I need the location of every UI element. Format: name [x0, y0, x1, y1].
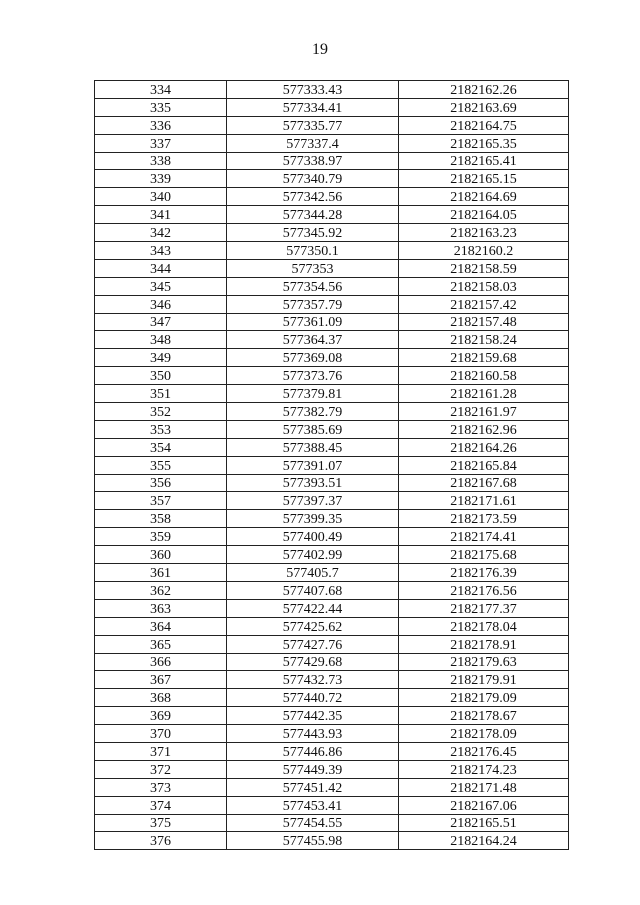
table-row	[95, 152, 569, 170]
y-coordinate-cell: 2182161.28	[399, 385, 569, 403]
point-number-cell: 343	[95, 242, 227, 260]
y-coordinate-cell: 2182161.97	[399, 403, 569, 421]
table-row	[95, 81, 569, 99]
x-coordinate-cell: 577333.43	[227, 81, 399, 99]
point-number-cell: 358	[95, 510, 227, 528]
y-coordinate-cell: 2182176.39	[399, 564, 569, 582]
table-row	[95, 420, 569, 438]
x-coordinate-cell: 577357.79	[227, 295, 399, 313]
table-row	[95, 134, 569, 152]
table-row	[95, 707, 569, 725]
point-number-cell: 338	[95, 152, 227, 170]
point-number-cell: 368	[95, 689, 227, 707]
table-row	[95, 564, 569, 582]
coordinates-table	[94, 80, 569, 850]
x-coordinate-cell: 577405.7	[227, 564, 399, 582]
y-coordinate-cell: 2182165.84	[399, 456, 569, 474]
table-row	[95, 403, 569, 421]
x-coordinate-cell: 577451.42	[227, 778, 399, 796]
table-row	[95, 170, 569, 188]
table-row	[95, 581, 569, 599]
y-coordinate-cell: 2182165.41	[399, 152, 569, 170]
table-row	[95, 617, 569, 635]
table-row	[95, 599, 569, 617]
point-number-cell: 350	[95, 367, 227, 385]
y-coordinate-cell: 2182158.59	[399, 259, 569, 277]
x-coordinate-cell: 577382.79	[227, 403, 399, 421]
point-number-cell: 374	[95, 796, 227, 814]
x-coordinate-cell: 577334.41	[227, 98, 399, 116]
x-coordinate-cell: 577427.76	[227, 635, 399, 653]
point-number-cell: 344	[95, 259, 227, 277]
x-coordinate-cell: 577379.81	[227, 385, 399, 403]
y-coordinate-cell: 2182176.56	[399, 581, 569, 599]
y-coordinate-cell: 2182164.69	[399, 188, 569, 206]
point-number-cell: 351	[95, 385, 227, 403]
y-coordinate-cell: 2182179.09	[399, 689, 569, 707]
table-row	[95, 295, 569, 313]
y-coordinate-cell: 2182167.68	[399, 474, 569, 492]
y-coordinate-cell: 2182159.68	[399, 349, 569, 367]
point-number-cell: 336	[95, 116, 227, 134]
x-coordinate-cell: 577335.77	[227, 116, 399, 134]
x-coordinate-cell: 577453.41	[227, 796, 399, 814]
table-row	[95, 277, 569, 295]
x-coordinate-cell: 577397.37	[227, 492, 399, 510]
y-coordinate-cell: 2182160.58	[399, 367, 569, 385]
x-coordinate-cell: 577422.44	[227, 599, 399, 617]
point-number-cell: 373	[95, 778, 227, 796]
x-coordinate-cell: 577425.62	[227, 617, 399, 635]
table-row	[95, 796, 569, 814]
x-coordinate-cell: 577388.45	[227, 438, 399, 456]
y-coordinate-cell: 2182164.05	[399, 206, 569, 224]
point-number-cell: 363	[95, 599, 227, 617]
table-row	[95, 689, 569, 707]
table-row	[95, 349, 569, 367]
y-coordinate-cell: 2182171.61	[399, 492, 569, 510]
table-row	[95, 474, 569, 492]
x-coordinate-cell: 577337.4	[227, 134, 399, 152]
y-coordinate-cell: 2182157.48	[399, 313, 569, 331]
table-row	[95, 742, 569, 760]
y-coordinate-cell: 2182165.35	[399, 134, 569, 152]
table-row	[95, 385, 569, 403]
x-coordinate-cell: 577454.55	[227, 814, 399, 832]
x-coordinate-cell: 577442.35	[227, 707, 399, 725]
table-row	[95, 778, 569, 796]
y-coordinate-cell: 2182178.67	[399, 707, 569, 725]
x-coordinate-cell: 577353	[227, 259, 399, 277]
point-number-cell: 352	[95, 403, 227, 421]
y-coordinate-cell: 2182158.24	[399, 331, 569, 349]
point-number-cell: 347	[95, 313, 227, 331]
x-coordinate-cell: 577350.1	[227, 242, 399, 260]
table-row	[95, 367, 569, 385]
y-coordinate-cell: 2182163.69	[399, 98, 569, 116]
y-coordinate-cell: 2182178.91	[399, 635, 569, 653]
point-number-cell: 376	[95, 832, 227, 850]
y-coordinate-cell: 2182162.96	[399, 420, 569, 438]
x-coordinate-cell: 577385.69	[227, 420, 399, 438]
x-coordinate-cell: 577361.09	[227, 313, 399, 331]
y-coordinate-cell: 2182158.03	[399, 277, 569, 295]
x-coordinate-cell: 577393.51	[227, 474, 399, 492]
table-row	[95, 725, 569, 743]
table-row	[95, 188, 569, 206]
x-coordinate-cell: 577455.98	[227, 832, 399, 850]
table-row	[95, 98, 569, 116]
table-row	[95, 206, 569, 224]
x-coordinate-cell: 577345.92	[227, 224, 399, 242]
table-row	[95, 492, 569, 510]
table-row	[95, 510, 569, 528]
table-row	[95, 814, 569, 832]
x-coordinate-cell: 577369.08	[227, 349, 399, 367]
point-number-cell: 355	[95, 456, 227, 474]
x-coordinate-cell: 577342.56	[227, 188, 399, 206]
point-number-cell: 337	[95, 134, 227, 152]
point-number-cell: 339	[95, 170, 227, 188]
point-number-cell: 334	[95, 81, 227, 99]
y-coordinate-cell: 2182162.26	[399, 81, 569, 99]
point-number-cell: 369	[95, 707, 227, 725]
table-row	[95, 760, 569, 778]
y-coordinate-cell: 2182179.63	[399, 653, 569, 671]
y-coordinate-cell: 2182178.09	[399, 725, 569, 743]
x-coordinate-cell: 577449.39	[227, 760, 399, 778]
x-coordinate-cell: 577402.99	[227, 546, 399, 564]
point-number-cell: 340	[95, 188, 227, 206]
point-number-cell: 348	[95, 331, 227, 349]
table-row	[95, 653, 569, 671]
x-coordinate-cell: 577400.49	[227, 528, 399, 546]
y-coordinate-cell: 2182178.04	[399, 617, 569, 635]
point-number-cell: 370	[95, 725, 227, 743]
y-coordinate-cell: 2182164.26	[399, 438, 569, 456]
y-coordinate-cell: 2182174.41	[399, 528, 569, 546]
point-number-cell: 342	[95, 224, 227, 242]
point-number-cell: 365	[95, 635, 227, 653]
y-coordinate-cell: 2182175.68	[399, 546, 569, 564]
y-coordinate-cell: 2182164.75	[399, 116, 569, 134]
y-coordinate-cell: 2182164.24	[399, 832, 569, 850]
x-coordinate-cell: 577440.72	[227, 689, 399, 707]
table-row	[95, 116, 569, 134]
point-number-cell: 346	[95, 295, 227, 313]
table-row	[95, 456, 569, 474]
point-number-cell: 366	[95, 653, 227, 671]
point-number-cell: 375	[95, 814, 227, 832]
y-coordinate-cell: 2182160.2	[399, 242, 569, 260]
x-coordinate-cell: 577391.07	[227, 456, 399, 474]
table-row	[95, 832, 569, 850]
y-coordinate-cell: 2182177.37	[399, 599, 569, 617]
x-coordinate-cell: 577340.79	[227, 170, 399, 188]
table-row	[95, 259, 569, 277]
y-coordinate-cell: 2182173.59	[399, 510, 569, 528]
point-number-cell: 371	[95, 742, 227, 760]
point-number-cell: 362	[95, 581, 227, 599]
table-row	[95, 313, 569, 331]
table-row	[95, 546, 569, 564]
y-coordinate-cell: 2182174.23	[399, 760, 569, 778]
y-coordinate-cell: 2182179.91	[399, 671, 569, 689]
y-coordinate-cell: 2182171.48	[399, 778, 569, 796]
point-number-cell: 335	[95, 98, 227, 116]
table-row	[95, 671, 569, 689]
point-number-cell: 349	[95, 349, 227, 367]
x-coordinate-cell: 577338.97	[227, 152, 399, 170]
point-number-cell: 353	[95, 420, 227, 438]
x-coordinate-cell: 577354.56	[227, 277, 399, 295]
x-coordinate-cell: 577364.37	[227, 331, 399, 349]
x-coordinate-cell: 577373.76	[227, 367, 399, 385]
point-number-cell: 372	[95, 760, 227, 778]
y-coordinate-cell: 2182163.23	[399, 224, 569, 242]
x-coordinate-cell: 577443.93	[227, 725, 399, 743]
table-row	[95, 331, 569, 349]
point-number-cell: 361	[95, 564, 227, 582]
point-number-cell: 360	[95, 546, 227, 564]
x-coordinate-cell: 577344.28	[227, 206, 399, 224]
y-coordinate-cell: 2182167.06	[399, 796, 569, 814]
point-number-cell: 359	[95, 528, 227, 546]
table-row	[95, 242, 569, 260]
x-coordinate-cell: 577446.86	[227, 742, 399, 760]
y-coordinate-cell: 2182165.51	[399, 814, 569, 832]
point-number-cell: 345	[95, 277, 227, 295]
point-number-cell: 357	[95, 492, 227, 510]
y-coordinate-cell: 2182157.42	[399, 295, 569, 313]
page-number: 19	[312, 41, 328, 58]
point-number-cell: 354	[95, 438, 227, 456]
y-coordinate-cell: 2182176.45	[399, 742, 569, 760]
x-coordinate-cell: 577432.73	[227, 671, 399, 689]
y-coordinate-cell: 2182165.15	[399, 170, 569, 188]
table-row	[95, 438, 569, 456]
coordinates-table-body	[95, 81, 569, 850]
table-row	[95, 224, 569, 242]
table-row	[95, 635, 569, 653]
x-coordinate-cell: 577429.68	[227, 653, 399, 671]
x-coordinate-cell: 577407.68	[227, 581, 399, 599]
table-row	[95, 528, 569, 546]
point-number-cell: 367	[95, 671, 227, 689]
x-coordinate-cell: 577399.35	[227, 510, 399, 528]
point-number-cell: 364	[95, 617, 227, 635]
point-number-cell: 341	[95, 206, 227, 224]
point-number-cell: 356	[95, 474, 227, 492]
